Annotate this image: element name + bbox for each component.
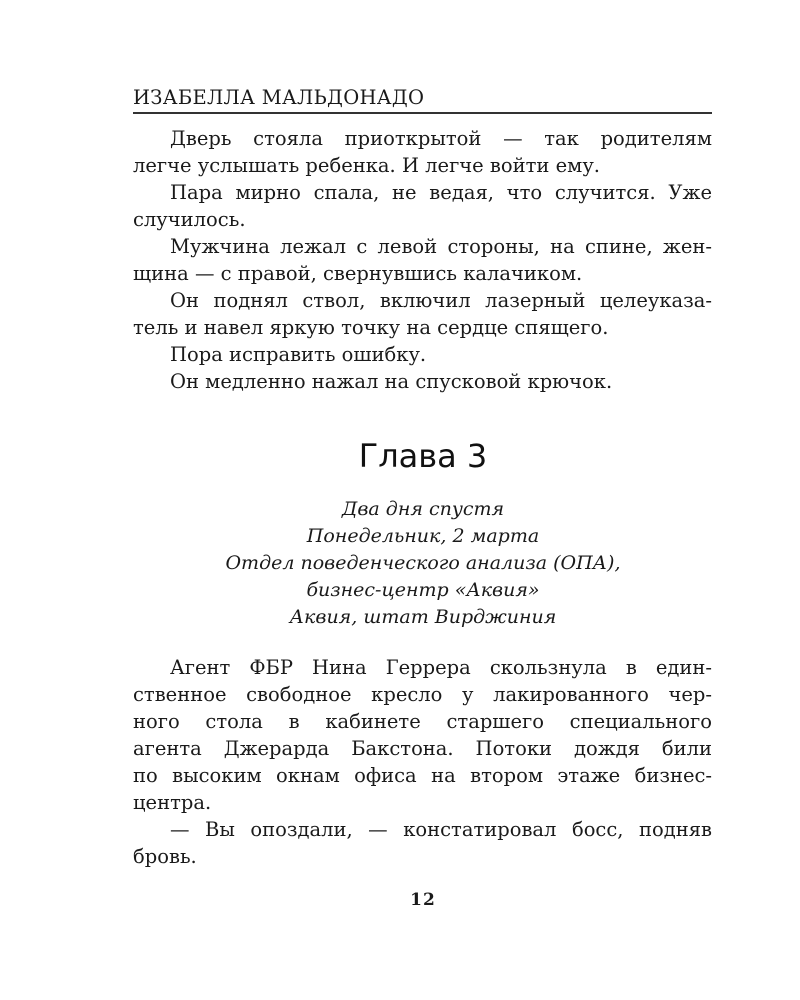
text-line: Он медленно нажал на спусковой крючок.	[170, 370, 613, 393]
text-line: агента Джерарда Бакстона. Потоки дождя били	[133, 737, 712, 760]
epigraph-line: Два дня спустя	[341, 498, 505, 520]
page-number: 12	[410, 890, 436, 910]
text-line: легче услышать ребенка. И легче войти ему.	[133, 154, 601, 177]
text-line: щина — с правой, свернувшись калачиком.	[133, 262, 583, 285]
epigraph-line: Аквия, штат Вирджиния	[289, 606, 557, 628]
running-head	[133, 86, 712, 114]
epigraph-line: бизнес-центр «Аквия»	[306, 579, 540, 601]
text-line: бровь.	[133, 845, 197, 868]
text-line: ного стола в кабинете старшего специального	[133, 710, 712, 733]
text-line: Агент ФБР Нина Геррера скользнула в един-	[170, 656, 712, 679]
epigraph-line: Понедельник, 2 марта	[306, 525, 540, 547]
text-line: Дверь стояла приоткрытой — так родителям	[170, 127, 712, 150]
top-text-block	[133, 125, 712, 395]
chapter-epigraph	[0, 496, 800, 631]
text-line: Мужчина лежал с левой стороны, на спине, жен-	[170, 235, 712, 258]
text-line: центра.	[133, 791, 212, 814]
text-line: тель и навел яркую точку на сердце спящего.	[133, 316, 609, 339]
text-line: Пара мирно спала, не ведая, что случится. Уже	[170, 181, 712, 204]
bottom-text-block	[133, 654, 712, 870]
text-line: случилось.	[133, 208, 246, 231]
epigraph-line: Отдел поведенческого анализа (ОПА),	[225, 552, 621, 574]
chapter-title: Глава 3	[358, 437, 488, 475]
text-line: ственное свободное кресло у лакированного чер-	[133, 683, 712, 706]
text-line: Пора исправить ошибку.	[170, 343, 427, 366]
text-line: — Вы опоздали, — констатировал босс, подняв	[170, 818, 712, 841]
text-line: Он поднял ствол, включил лазерный целеуказа-	[170, 289, 712, 312]
text-line: по высоким окнам офиса на втором этаже бизнес-	[133, 764, 712, 787]
author-name: ИЗАБЕЛЛА МАЛЬДОНАДО	[133, 86, 425, 109]
